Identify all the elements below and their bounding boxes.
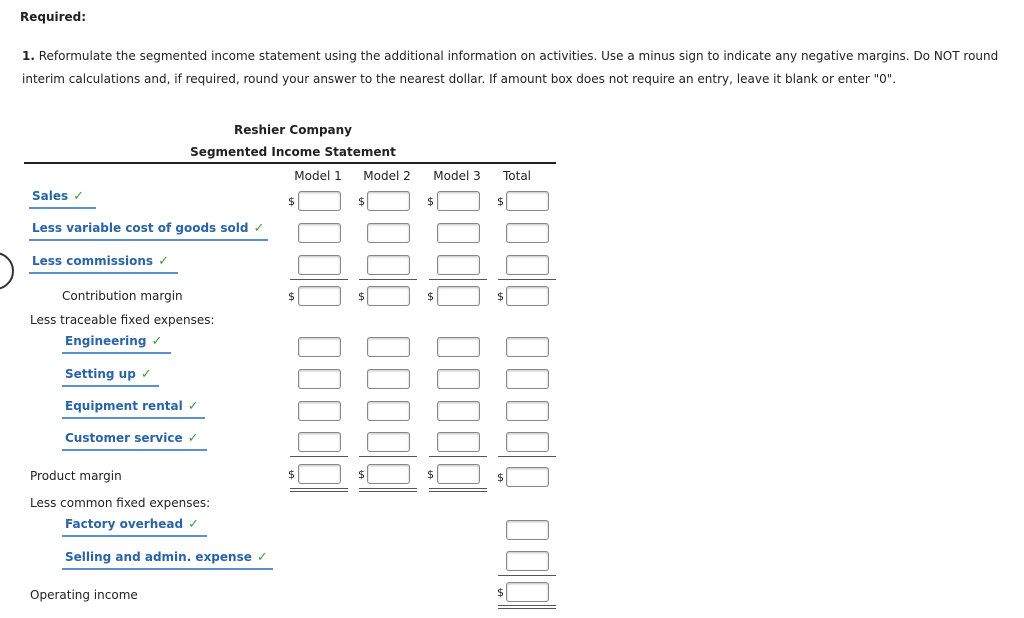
customer-service-model-1-input[interactable] xyxy=(298,432,341,452)
currency-symbol: $ xyxy=(358,195,365,208)
contribution-margin-model-3-input[interactable] xyxy=(437,286,480,306)
commissions-total-input[interactable] xyxy=(506,255,549,275)
setting-up-model-3-input[interactable] xyxy=(437,369,480,389)
setting-up-model-2-input[interactable] xyxy=(367,369,410,389)
subtotal-rule xyxy=(498,279,556,280)
double-rule xyxy=(429,488,487,492)
row-label-sales-text: Sales xyxy=(32,189,69,203)
check-icon: ✓ xyxy=(151,334,163,349)
row-label-operating-income: Operating income xyxy=(30,588,138,602)
row-label-equipment-rental[interactable] xyxy=(62,399,205,419)
currency-symbol: $ xyxy=(497,195,504,208)
double-rule xyxy=(359,488,417,492)
row-label-common-header: Less common fixed expenses: xyxy=(30,496,211,510)
row-label-customer-service-text: Customer service xyxy=(65,431,183,445)
statement-top-rule xyxy=(24,162,556,164)
engineering-total-input[interactable] xyxy=(506,337,549,357)
contribution-margin-model-2-input[interactable] xyxy=(367,286,410,306)
col-head-model-1: Model 1 xyxy=(294,169,342,183)
commissions-model-1-input[interactable] xyxy=(298,255,341,275)
row-label-equipment-rental-text: Equipment rental xyxy=(65,399,183,413)
check-icon: ✓ xyxy=(256,550,268,565)
engineering-model-1-input[interactable] xyxy=(298,337,341,357)
currency-symbol: $ xyxy=(497,586,504,599)
instructions-line-1 xyxy=(22,45,1012,67)
contribution-margin-model-1-input[interactable] xyxy=(298,286,341,306)
engineering-model-2-input[interactable] xyxy=(367,337,410,357)
check-icon: ✓ xyxy=(253,221,265,236)
currency-symbol: $ xyxy=(497,471,504,484)
check-icon: ✓ xyxy=(188,517,200,532)
statement-title: Segmented Income Statement xyxy=(190,145,396,159)
operating-income-total-input[interactable] xyxy=(506,582,549,602)
factory-overhead-total-input[interactable] xyxy=(506,520,549,540)
currency-symbol: $ xyxy=(288,195,295,208)
row-label-variable-cogs-text: Less variable cost of goods sold xyxy=(32,221,249,235)
currency-symbol: $ xyxy=(427,290,434,303)
contribution-margin-total-input[interactable] xyxy=(506,286,549,306)
customer-service-total-input[interactable] xyxy=(506,432,549,452)
currency-symbol: $ xyxy=(427,468,434,481)
subtotal-rule xyxy=(359,279,417,280)
check-icon: ✓ xyxy=(187,399,199,414)
currency-symbol: $ xyxy=(427,195,434,208)
customer-service-model-3-input[interactable] xyxy=(437,432,480,452)
row-label-product-margin: Product margin xyxy=(30,469,122,483)
variable-cogs-model-2-input[interactable] xyxy=(367,223,410,243)
sales-model-3-input[interactable] xyxy=(437,191,480,211)
instruction-number: 1. xyxy=(22,49,35,63)
engineering-model-3-input[interactable] xyxy=(437,337,480,357)
company-name: Reshier Company xyxy=(233,123,353,137)
commissions-model-2-input[interactable] xyxy=(367,255,410,275)
col-head-model-2: Model 2 xyxy=(363,169,411,183)
commissions-model-3-input[interactable] xyxy=(437,255,480,275)
subtotal-rule xyxy=(359,456,417,457)
variable-cogs-model-3-input[interactable] xyxy=(437,223,480,243)
equipment-rental-total-input[interactable] xyxy=(506,401,549,421)
row-label-commissions[interactable] xyxy=(29,254,178,274)
equipment-rental-model-1-input[interactable] xyxy=(298,401,341,421)
subtotal-rule xyxy=(290,279,348,280)
row-label-engineering[interactable] xyxy=(62,334,171,354)
check-icon: ✓ xyxy=(187,431,199,446)
instructions-line-2: interim calculations and, if required, round your answer to the nearest dollar. If amount box does not require an entry, leave it blank or enter "0". xyxy=(22,72,897,86)
currency-symbol: $ xyxy=(288,290,295,303)
subtotal-rule xyxy=(498,575,556,576)
sales-model-1-input[interactable] xyxy=(298,191,341,211)
currency-symbol: $ xyxy=(358,468,365,481)
row-label-variable-cogs[interactable] xyxy=(29,221,268,241)
row-label-engineering-text: Engineering xyxy=(65,334,147,348)
row-label-traceable-header: Less traceable fixed expenses: xyxy=(30,313,215,327)
row-label-setting-up-text: Setting up xyxy=(65,367,136,381)
product-margin-model-3-input[interactable] xyxy=(437,464,480,484)
currency-symbol: $ xyxy=(497,290,504,303)
required-heading: Required: xyxy=(20,10,87,24)
variable-cogs-total-input[interactable] xyxy=(506,223,549,243)
check-icon: ✓ xyxy=(73,189,85,204)
row-label-setting-up[interactable] xyxy=(62,367,159,387)
col-head-model-3: Model 3 xyxy=(433,169,481,183)
subtotal-rule xyxy=(290,456,348,457)
equipment-rental-model-3-input[interactable] xyxy=(437,401,480,421)
product-margin-total-input[interactable] xyxy=(506,467,549,487)
row-label-factory-overhead-text: Factory overhead xyxy=(65,517,184,531)
selling-admin-total-input[interactable] xyxy=(506,551,549,571)
col-head-total: Total xyxy=(502,169,532,183)
customer-service-model-2-input[interactable] xyxy=(367,432,410,452)
check-icon: ✓ xyxy=(158,254,169,269)
row-label-selling-admin[interactable] xyxy=(62,550,273,570)
variable-cogs-model-1-input[interactable] xyxy=(298,223,341,243)
equipment-rental-model-2-input[interactable] xyxy=(367,401,410,421)
product-margin-model-2-input[interactable] xyxy=(367,464,410,484)
setting-up-total-input[interactable] xyxy=(506,369,549,389)
currency-symbol: $ xyxy=(358,290,365,303)
subtotal-rule xyxy=(429,456,487,457)
row-label-customer-service[interactable] xyxy=(62,431,207,451)
currency-symbol: $ xyxy=(288,468,295,481)
row-label-factory-overhead[interactable] xyxy=(62,517,207,537)
check-icon: ✓ xyxy=(140,367,152,382)
row-label-selling-admin-text: Selling and admin. expense xyxy=(65,550,252,564)
double-rule xyxy=(290,488,348,492)
row-label-sales[interactable] xyxy=(29,189,96,209)
sales-total-input[interactable] xyxy=(506,191,549,211)
row-label-contribution-margin: Contribution margin xyxy=(62,289,183,303)
subtotal-rule xyxy=(498,456,556,457)
row-label-commissions-text: Less commissions xyxy=(32,254,154,268)
instruction-text-1: Reformulate the segmented income statement using the additional information on activities. Use a minus sign to indicate any negative margins. Do NOT round xyxy=(38,49,999,63)
sales-model-2-input[interactable] xyxy=(367,191,410,211)
product-margin-model-1-input[interactable] xyxy=(298,464,341,484)
double-rule xyxy=(498,605,556,609)
subtotal-rule xyxy=(429,279,487,280)
setting-up-model-1-input[interactable] xyxy=(298,369,341,389)
side-circle-marker xyxy=(0,252,14,290)
